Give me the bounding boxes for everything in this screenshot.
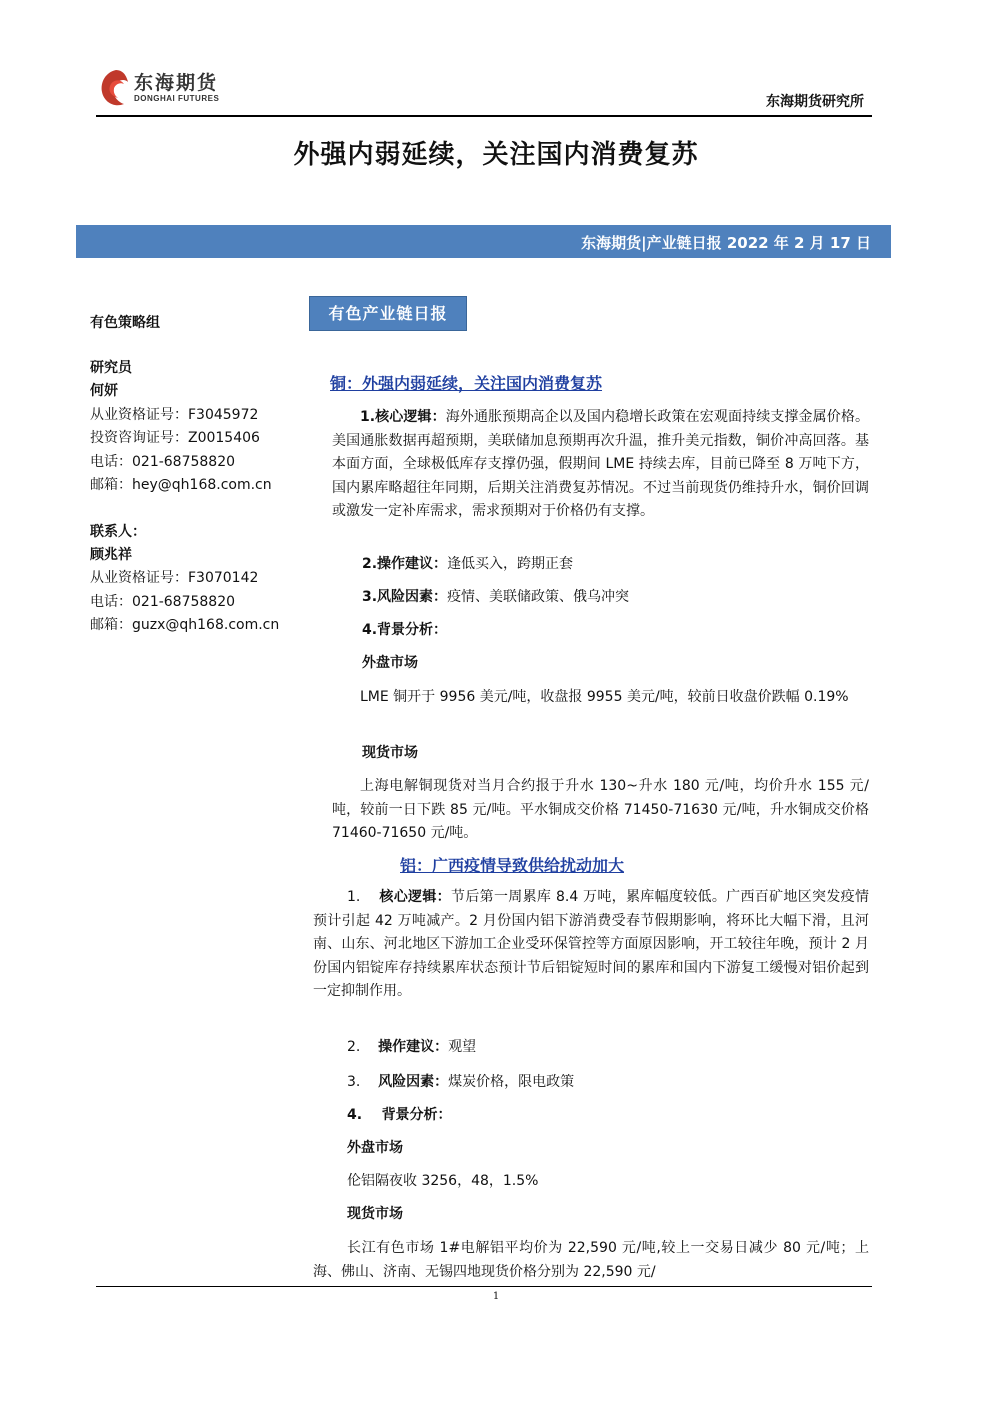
aluminum-risk-label: 风险因素： (378, 1074, 449, 1090)
researcher-cert: 从业资格证号：F3045972 (90, 407, 259, 423)
header-divider (96, 115, 872, 117)
copper-op-text: 逢低买入，跨期正套 (447, 556, 574, 572)
aluminum-overseas-text: 伦铝隔夜收 3256，48，1.5% (347, 1173, 539, 1189)
researcher-email[interactable]: 邮箱：hey@qh168.com.cn (90, 477, 272, 493)
copper-logic-text: 海外通胀预期高企以及国内稳增长政策在宏观面持续支撑金属价格。美国通胀数据再超预期，美联储加息预期再次升温，推升美元指数，铜价冲高回落。基本面方面，全球极低库存支撑仍强，假期间 LME 持续去库，目前已降至 8 万吨下方，国内累库略超往年同期，后期关注消费复苏情况。不过当前现货仍维持升水，铜价回调或激发一定补库需求，需求预期对于价格仍有支撑。 (332, 409, 869, 519)
researcher-phone: 电话：021-68758820 (90, 454, 236, 470)
group-name: 有色策略组 (90, 315, 160, 331)
copper-spot-label: 现货市场 (362, 745, 418, 761)
contact-email[interactable]: 邮箱：guzx@qh168.com.cn (90, 617, 280, 633)
copper-risk (362, 586, 899, 610)
report-title: 外强内弱延续，关注国内消费复苏 (293, 140, 699, 170)
aluminum-op-num: 2. (347, 1039, 361, 1055)
copper-risk-label: 3.风险因素： (362, 589, 448, 605)
copper-op-label: 2.操作建议： (362, 556, 448, 572)
aluminum-logic-num: 1. (347, 889, 361, 905)
logo-english-name: DONGHAI FUTURES (134, 94, 220, 103)
aluminum-logic-label: 核心逻辑： (379, 889, 451, 905)
footer-divider (96, 1286, 872, 1287)
aluminum-risk-text: 煤炭价格，限电政策 (448, 1074, 575, 1090)
aluminum-op-text: 观望 (448, 1039, 477, 1055)
copper-bg-label: 4.背景分析： (362, 622, 448, 638)
copper-op (362, 553, 899, 577)
copper-overseas-label: 外盘市场 (362, 655, 418, 671)
copper-risk-text: 疫情、美联储政策、俄乌冲突 (447, 589, 630, 605)
banner-text: 东海期货|产业链日报 2022 年 2 月 17 日 (581, 234, 871, 252)
aluminum-bg (347, 1104, 884, 1128)
institute-name: 东海期货研究所 (766, 94, 864, 110)
contact-cert: 从业资格证号：F3070142 (90, 570, 259, 586)
aluminum-risk-num: 3. (347, 1074, 361, 1090)
copper-logic-label: 1.核心逻辑： (360, 409, 446, 425)
report-banner (76, 225, 891, 258)
aluminum-heading-link[interactable]: 铝：广西疫情导致供给扰动加大 (400, 856, 625, 875)
copper-overseas-text: LME 铜开于 9956 美元/吨，收盘报 9955 美元/吨，较前日收盘价跌幅 0.19% (360, 689, 849, 705)
contact-name: 顾兆祥 (90, 547, 132, 563)
aluminum-bg-label: 背景分析： (381, 1107, 452, 1123)
aluminum-logic-paragraph (313, 886, 869, 1004)
section-tag: 有色产业链日报 (309, 296, 467, 331)
researcher-label: 研究员 (90, 360, 132, 376)
aluminum-overseas-label: 外盘市场 (347, 1140, 403, 1156)
contact-phone: 电话：021-68758820 (90, 594, 236, 610)
copper-heading-link[interactable]: 铜：外强内弱延续，关注国内消费复苏 (330, 374, 603, 393)
aluminum-op-label: 操作建议： (378, 1039, 449, 1055)
researcher-consult: 投资咨询证号：Z0015406 (90, 430, 260, 446)
aluminum-risk (347, 1071, 884, 1095)
aluminum-spot-label: 现货市场 (347, 1206, 403, 1222)
aluminum-logic-text: 节后第一周累库 8.4 万吨，累库幅度较低。广西百矿地区突发疫情预计引起 42 万吨减产。2 月份国内铝下游消费受春节假期影响，将环比大幅下滑，且河南、山东、河北地区下游加工企业受环保管控等方面原因影响，开工较往年晚，预计 2 月份国内铝锭库存持续累库状态预计节后铝锭短时间的累库和国内下游复工缓慢对铝价起到一定抑制作用。 (313, 889, 869, 999)
aluminum-op (347, 1036, 884, 1060)
logo-chinese-name: 东海期货 (134, 72, 219, 94)
dragon-logo-icon (96, 66, 136, 110)
aluminum-spot-text: 长江有色市场 1#电解铝平均价为 22,590 元/吨,较上一交易日减少 80 元/吨；上海、佛山、济南、无锡四地现货价格分别为 22,590 元/ (313, 1240, 869, 1280)
aluminum-bg-num: 4. (347, 1107, 363, 1123)
researcher-name: 何妍 (90, 383, 118, 399)
copper-spot-text: 上海电解铜现货对当月合约报于升水 130~升水 180 元/吨，均价升水 155 元/吨，较前一日下跌 85 元/吨。平水铜成交价格 71450-71630 元/吨，升水铜成交价格 71460-71650 元/吨。 (332, 778, 869, 841)
page-number: 1 (492, 1291, 500, 1302)
copper-logic-paragraph (332, 406, 869, 524)
contact-label: 联系人： (90, 524, 146, 540)
